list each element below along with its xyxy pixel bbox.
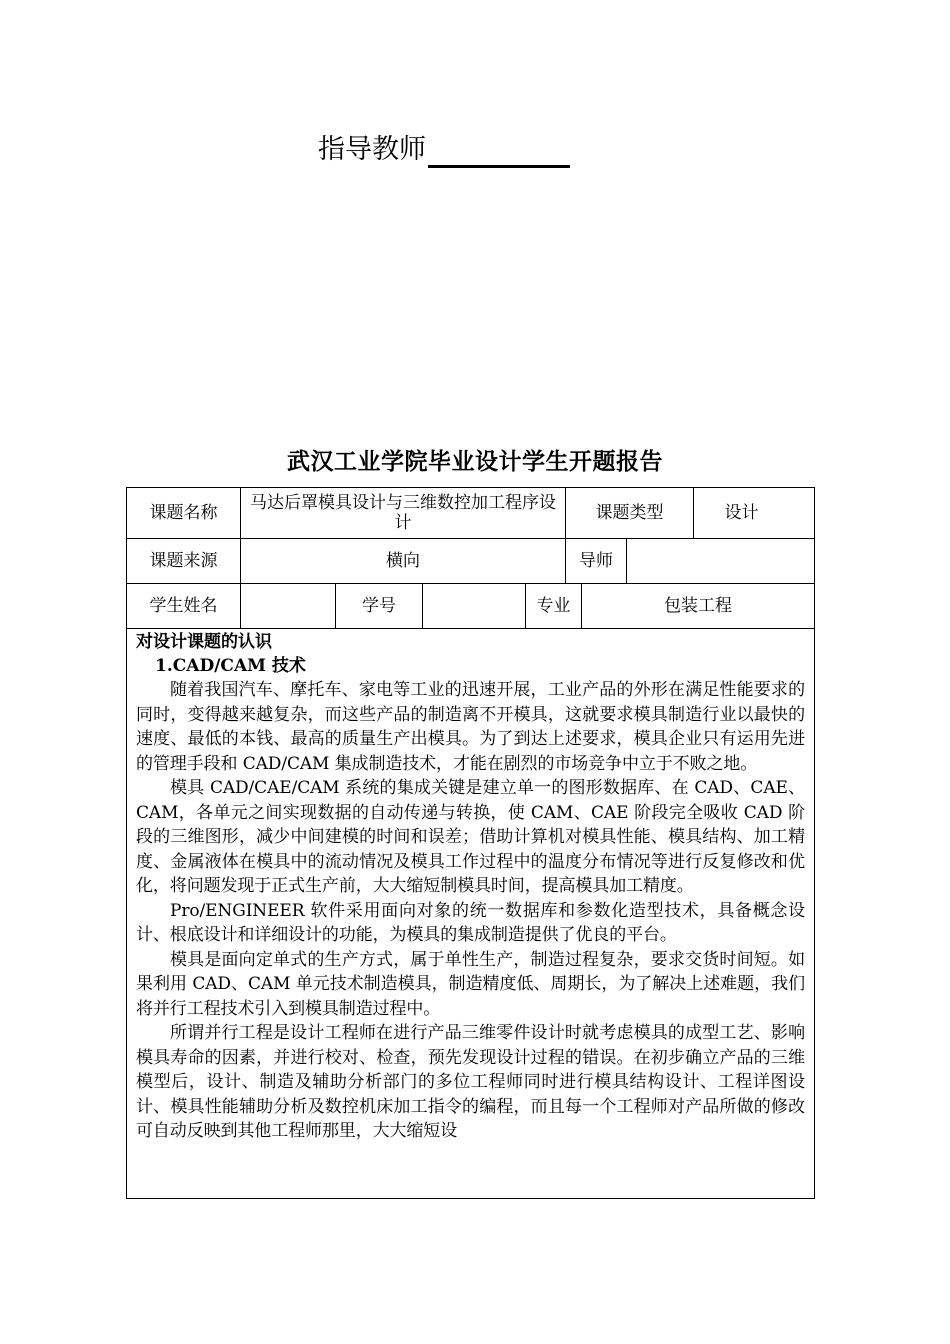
source-value: 横向 — [386, 551, 420, 571]
source-label: 课题来源 — [149, 551, 218, 571]
section-subheading: 1.CAD/CAM 技术 — [155, 656, 306, 676]
advisor-label: 指导教师 — [318, 134, 426, 165]
paragraph: 随着我国汽车、摩托车、家电等工业的迅速开展，工业产品的外形在满足性能要求的同时，变得越来越复杂，而这些产品的制造离不开模具，这就要求模具制造行业以最快的速度、最低的本钱、最高的质量生产出模具。为了到达上述要求，模具企业只有运用先进的管理手段和 CAD/CAM 集成制造技术，才能在剧烈的市场竞争中立于不败之地。 — [136, 680, 805, 774]
paragraph: 所谓并行工程是设计工程师在进行产品三维零件设计时就考虑模具的成型工艺、影响模具寿命的因素，并进行校对、检查，预先发现设计过程的错误。在初步确立产品的三维模型后，设计、制造及辅助分析部门的多位工程师同时进行模具结构设计、工程详图设计、模具性能辅助分析及数控机床加工指令的编程，而且每一个工程师对产品所做的修改可自动反映到其他工程师那里，大大缩短设 — [136, 1023, 805, 1141]
row-student — [127, 584, 814, 629]
report-title: 武汉工业学院毕业设计学生开题报告 — [287, 449, 663, 475]
advisor-line — [318, 132, 570, 168]
mentor-value — [627, 539, 814, 583]
major-value: 包装工程 — [664, 596, 732, 616]
topic-type-value: 设计 — [724, 503, 759, 523]
major-label: 专业 — [536, 596, 571, 616]
student-name-value — [241, 584, 335, 628]
student-id-label: 学号 — [362, 596, 396, 616]
paragraph: 模具是面向定单式的生产方式，属于单性生产，制造过程复杂，要求交货时间短。如果利用 CAD、CAM 单元技术制造模具，制造精度低、周期长，为了解决上述难题，我们将并行工程技术引入到模具制造过程中。 — [136, 949, 805, 1019]
paragraph: 模具 CAD/CAE/CAM 系统的集成关键是建立单一的图形数据库、在 CAD、CAE、CAM，各单元之间实现数据的自动传递与转换，使 CAM、CAE 阶段完全吸收 CAD 阶段的三维图形，减少中间建模的时间和误差；借助计算机对模具性能、模具结构、加工精度、金属液体在模具中的流动情况及模具工作过程中的温度分布情况等进行反复修改和优化，将问题发现于正式生产前，大大缩短制模具时间，提高模具加工精度。 — [136, 778, 805, 896]
advisor-blank — [428, 139, 570, 168]
row-source — [127, 539, 814, 584]
topic-name-value: 马达后罩模具设计与三维数控加工程序设计 — [250, 493, 556, 533]
mentor-label: 导师 — [579, 551, 613, 571]
student-name-label: 学生姓名 — [149, 596, 218, 616]
report-table — [126, 487, 815, 1199]
student-id-value — [423, 584, 525, 628]
row-topic — [127, 488, 814, 539]
paragraph: Pro/ENGINEER 软件采用面向对象的统一数据库和参数化造型技术，具备概念设计、根底设计和详细设计的功能，为模具的集成制造提供了优良的平台。 — [136, 900, 805, 945]
topic-name-label: 课题名称 — [149, 503, 218, 523]
section-heading: 对设计课题的认识 — [136, 632, 272, 652]
section-content — [127, 629, 814, 1144]
topic-type-label: 课题类型 — [595, 503, 664, 523]
